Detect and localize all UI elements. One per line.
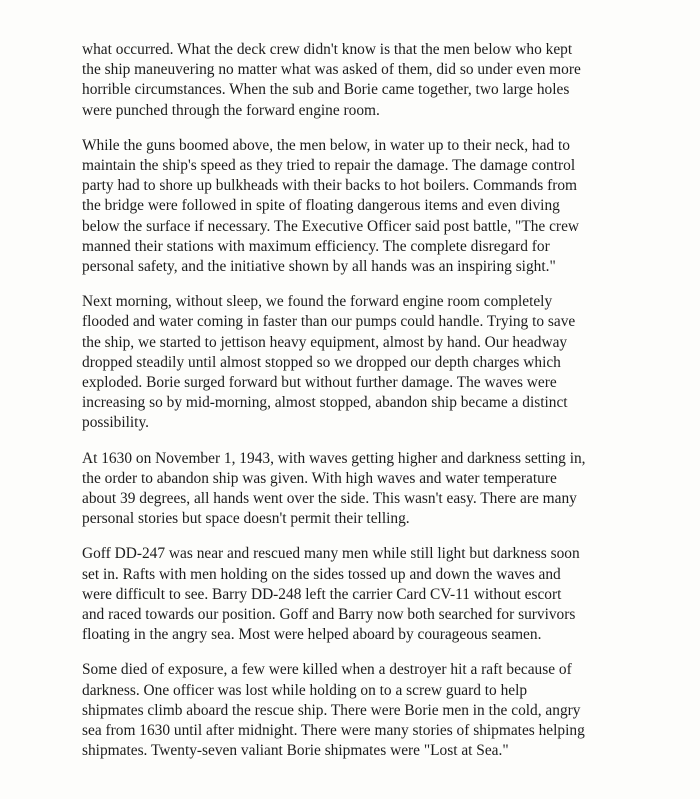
text-line: horrible circumstances. When the sub and Borie came together, two large holes (82, 81, 570, 99)
text-line: the order to abandon ship was given. With high waves and water temperature (82, 469, 557, 487)
text-line: shipmates climb aboard the rescue ship. There were Borie men in the cold, angry (82, 701, 581, 719)
text-line: increasing so by mid-morning, almost stopped, abandon ship became a distinct (82, 394, 568, 412)
text-line: below the surface if necessary. The Executive Officer said post battle, "The crew (82, 217, 580, 235)
text-line: set in. Rafts with men holding on the sides tossed up and down the waves and (82, 565, 561, 583)
text-line: Next morning, without sleep, we found the forward engine room completely (82, 293, 553, 311)
text-line: While the guns boomed above, the men below, in water up to their neck, had to (82, 136, 570, 154)
text-line: exploded. Borie surged forward but without further damage. The waves were (82, 374, 557, 392)
paragraph-2 (82, 136, 666, 277)
text-line: darkness. One officer was lost while holding on to a screw guard to help (82, 681, 528, 699)
text-line: what occurred. What the deck crew didn't know is that the men below who kept (82, 41, 573, 58)
text-line: about 39 degrees, all hands went over the side. This wasn't easy. There are many (82, 490, 577, 508)
text-line: the ship, we started to jettison heavy equipment, almost by hand. Our headway (82, 333, 568, 351)
text-line: At 1630 on November 1, 1943, with waves getting higher and darkness setting in, (82, 449, 586, 467)
text-line: were punched through the forward engine room. (82, 101, 380, 119)
text-line: possibility. (82, 414, 149, 432)
text-line: flooded and water coming in faster than our pumps could handle. Trying to save (82, 313, 576, 331)
text-line: were difficult to see. Barry DD-248 left the carrier Card CV-11 without escort (82, 585, 562, 603)
text-line: the ship maneuvering no matter what was asked of them, did so under even more (82, 61, 581, 79)
text-line: maintain the ship's speed as they tried to repair the damage. The damage control (82, 157, 576, 175)
paragraph-5 (82, 544, 666, 645)
text-line: the bridge were followed in spite of floating dangerous items and even diving (82, 197, 560, 215)
text-line: shipmates. Twenty-seven valiant Borie shipmates were "Lost at Sea." (82, 742, 509, 760)
text-line: sea from 1630 until after midnight. There were many stories of shipmates helping (82, 722, 585, 740)
body-text (82, 40, 666, 777)
text-line: Some died of exposure, a few were killed when a destroyer hit a raft because of (82, 661, 572, 679)
text-line: personal stories but space doesn't permit their telling. (82, 510, 410, 528)
text-line: and raced towards our position. Goff and Barry now both searched for survivors (82, 606, 576, 624)
text-line: dropped steadily until almost stopped so we dropped our depth charges which (82, 353, 561, 371)
text-line: floating in the angry sea. Most were helped aboard by courageous seamen. (82, 626, 542, 644)
text-line: personal safety, and the initiative shown by all hands was an inspiring sight." (82, 258, 556, 276)
paragraph-4 (82, 449, 666, 530)
paragraph-3 (82, 292, 666, 433)
text-line: party had to shore up bulkheads with their backs to hot boilers. Commands from (82, 177, 577, 195)
text-line: Goff DD-247 was near and rescued many men while still light but darkness soon (82, 545, 580, 563)
paragraph-1 (82, 40, 666, 121)
paragraph-6 (82, 660, 666, 761)
text-line: manned their stations with maximum efficiency. The complete disregard for (82, 237, 550, 255)
